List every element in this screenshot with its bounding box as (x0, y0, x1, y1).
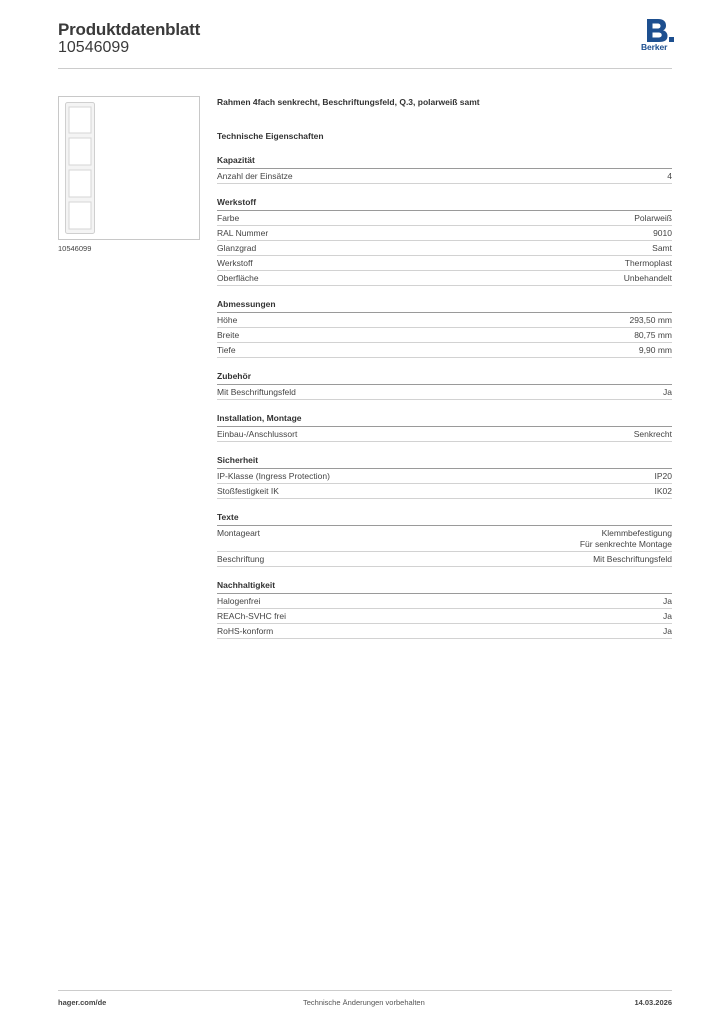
spec-row (217, 427, 672, 442)
spec-row (217, 624, 672, 639)
spec-value (655, 486, 673, 497)
spec-row (217, 609, 672, 624)
spec-label: RoHS-konform (217, 626, 274, 636)
spec-row (217, 271, 672, 286)
spec-value-line: 9010 (653, 228, 672, 238)
spec-value (663, 387, 672, 398)
spec-group (217, 197, 672, 286)
spec-value-line: Klemmbefestigung (601, 528, 672, 538)
spec-row (217, 343, 672, 358)
spec-value (625, 258, 672, 269)
spec-row (217, 526, 672, 552)
spec-value (593, 554, 672, 565)
spec-group-title: Installation, Montage (217, 413, 672, 427)
berker-logo-text: Berker (641, 42, 668, 52)
product-title: Rahmen 4fach senkrecht, Beschriftungsfeld, Q.3, polarweiß samt (217, 97, 480, 107)
spec-groups (217, 155, 672, 639)
spec-group-title: Zubehör (217, 371, 672, 385)
spec-row (217, 241, 672, 256)
spec-row (217, 313, 672, 328)
spec-group (217, 413, 672, 442)
spec-label: Stoßfestigkeit IK (217, 486, 279, 496)
spec-value (624, 273, 672, 284)
spec-row (217, 552, 672, 567)
spec-value (580, 528, 672, 550)
spec-group-title: Abmessungen (217, 299, 672, 313)
spec-label: Anzahl der Einsätze (217, 171, 293, 181)
spec-row (217, 484, 672, 499)
spec-label: Farbe (217, 213, 240, 223)
section-heading: Technische Eigenschaften (217, 131, 324, 141)
spec-value-line: Unbehandelt (623, 273, 672, 283)
spec-value (634, 213, 672, 224)
spec-group (217, 299, 672, 358)
spec-group (217, 512, 672, 567)
spec-label: Montageart (217, 528, 260, 538)
spec-row (217, 469, 672, 484)
spec-value (652, 243, 672, 254)
product-image-caption: 10546099 (58, 244, 92, 253)
spec-row (217, 256, 672, 271)
spec-value-line: Samt (652, 243, 672, 253)
spec-value-line: Senkrecht (633, 429, 672, 439)
spec-value-line: IP20 (654, 471, 672, 481)
spec-label: Halogenfrei (217, 596, 261, 606)
spec-value-line: 9,90 mm (638, 345, 672, 355)
header-divider (58, 68, 672, 69)
footer-website: hager.com/de (58, 998, 107, 1007)
spec-group-title: Sicherheit (217, 455, 672, 469)
spec-label: Mit Beschriftungsfeld (217, 387, 296, 397)
footer-disclaimer: Technische Änderungen vorbehalten (303, 998, 425, 1007)
berker-logo (641, 17, 675, 53)
spec-value-line: Ja (663, 611, 672, 621)
spec-value-line: 293,50 mm (629, 315, 672, 325)
product-image (65, 102, 95, 234)
spec-value (653, 228, 672, 239)
spec-value-line: Ja (663, 626, 672, 636)
spec-group-title: Werkstoff (217, 197, 672, 211)
spec-value-line: Ja (663, 596, 672, 606)
spec-value (663, 626, 672, 637)
spec-value-line: Polarweiß (634, 213, 672, 223)
spec-value (663, 611, 672, 622)
spec-value (634, 429, 672, 440)
spec-label: IP-Klasse (Ingress Protection) (217, 471, 330, 481)
spec-value (629, 315, 672, 326)
spec-row (217, 328, 672, 343)
spec-label: Oberfläche (217, 273, 259, 283)
spec-label: REACh-SVHC frei (217, 611, 286, 621)
spec-group-title: Texte (217, 512, 672, 526)
berker-logo-mark-icon (641, 17, 675, 43)
spec-label: Beschriftung (217, 554, 265, 564)
spec-label: RAL Nummer (217, 228, 269, 238)
spec-row (217, 385, 672, 400)
spec-value (639, 345, 672, 356)
spec-label: Breite (217, 330, 240, 340)
page-title: Produktdatenblatt (58, 20, 201, 39)
spec-value-line: Mit Beschriftungsfeld (593, 554, 672, 564)
spec-label: Höhe (217, 315, 238, 325)
spec-row (217, 211, 672, 226)
spec-group (217, 580, 672, 639)
spec-value (655, 471, 673, 482)
product-number: 10546099 (58, 39, 130, 56)
spec-value-line: 80,75 mm (634, 330, 672, 340)
spec-value (663, 596, 672, 607)
spec-value-line: Für senkrechte Montage (579, 539, 672, 549)
spec-value-line: Thermoplast (624, 258, 672, 268)
spec-value (667, 171, 672, 182)
spec-row (217, 594, 672, 609)
spec-row (217, 226, 672, 241)
spec-value-line: IK02 (654, 486, 672, 496)
footer-date: 14.03.2026 (634, 998, 672, 1007)
spec-label: Einbau-/Anschlussort (217, 429, 298, 439)
spec-group (217, 155, 672, 184)
spec-group-title: Nachhaltigkeit (217, 580, 672, 594)
spec-label: Glanzgrad (217, 243, 257, 253)
spec-content (217, 96, 672, 639)
spec-label: Tiefe (217, 345, 236, 355)
footer-divider (58, 990, 672, 991)
spec-value-line: 4 (667, 171, 672, 181)
spec-group (217, 455, 672, 499)
spec-value (634, 330, 672, 341)
spec-row (217, 169, 672, 184)
spec-value-line: Ja (663, 387, 672, 397)
spec-group-title: Kapazität (217, 155, 672, 169)
spec-label: Werkstoff (217, 258, 253, 268)
spec-group (217, 371, 672, 400)
